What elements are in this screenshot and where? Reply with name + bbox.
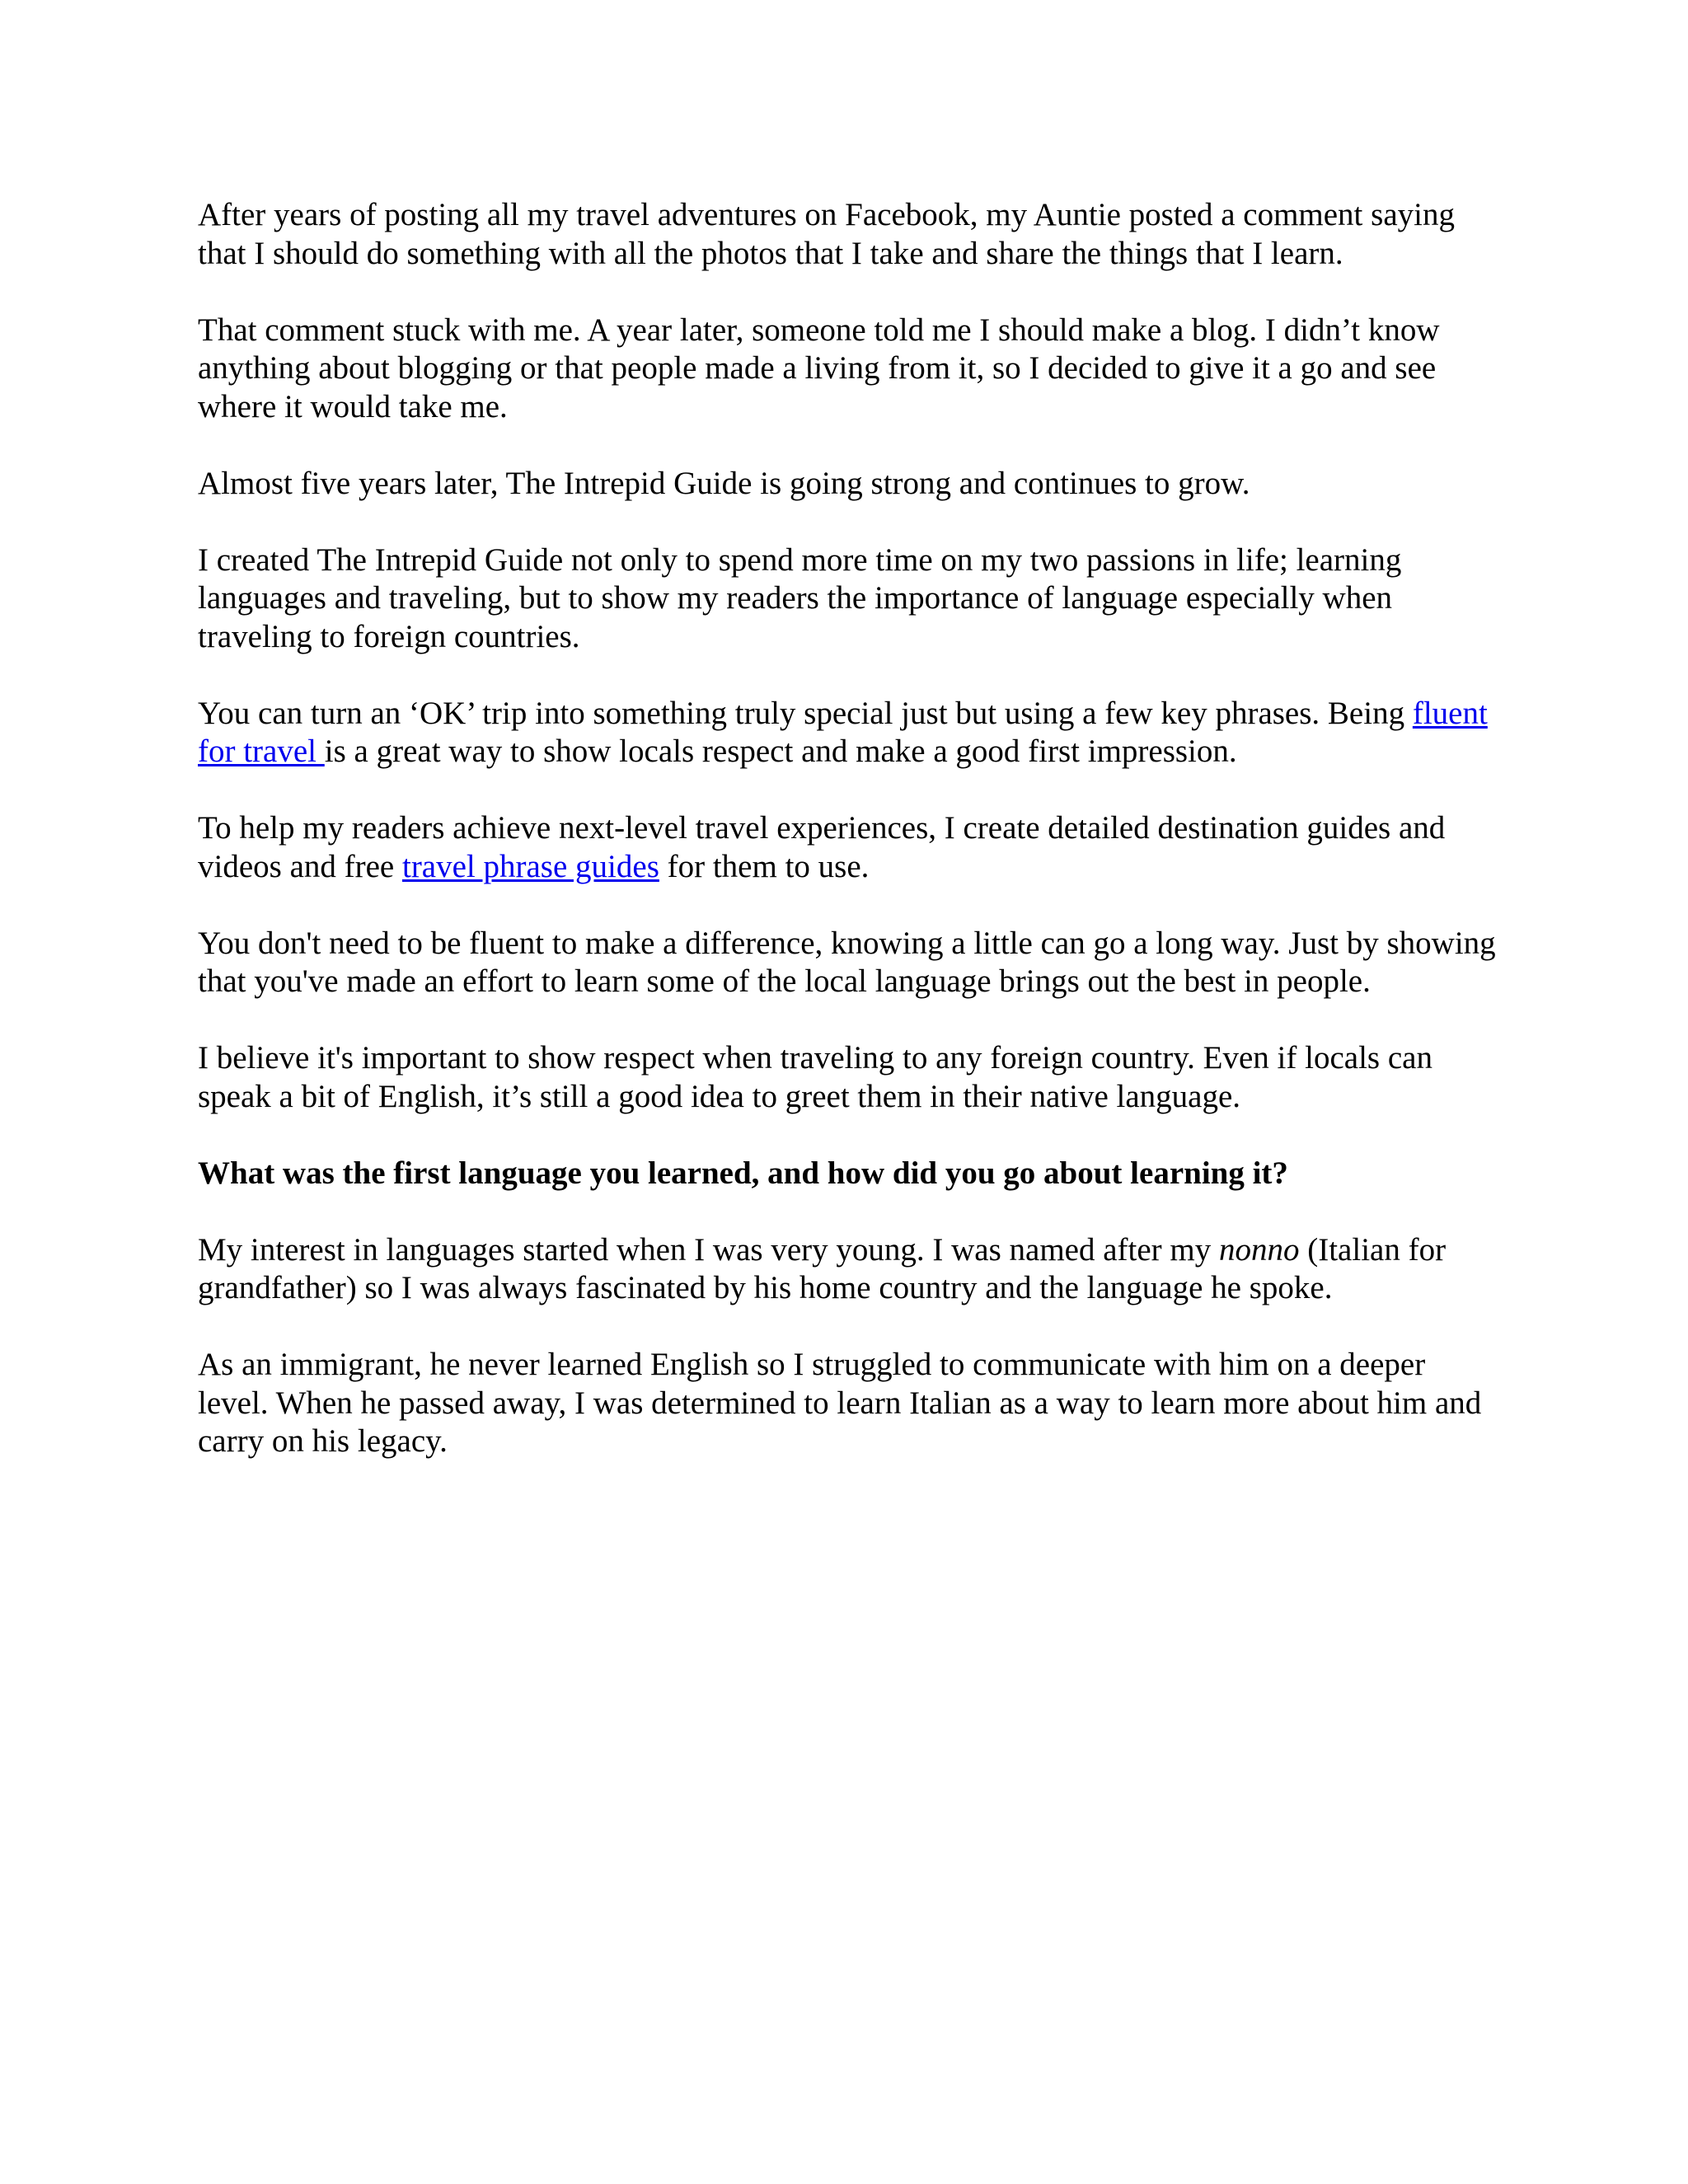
paragraph-key-phrases-text-before: You can turn an ‘OK’ trip into something truly special just but using a few key phrases. Being bbox=[198, 695, 1413, 731]
document-body bbox=[198, 196, 1500, 1499]
paragraph-passions: I created The Intrepid Guide not only to spend more time on my two passions in life; learning languages and traveling, but to show my readers the importance of language especially when traveling to foreign countries. bbox=[198, 541, 1402, 654]
paragraph-five-years: Almost five years later, The Intrepid Guide is going strong and continues to grow. bbox=[198, 465, 1250, 501]
paragraph-fluency: You don't need to be fluent to make a difference, knowing a little can go a long way. Just by showing that you've made an effort to learn some of the local language brings out the best in people. bbox=[198, 925, 1496, 999]
paragraph-destination-guides-text-after: for them to use. bbox=[659, 848, 870, 884]
paragraph-nonno-text-before: My interest in languages started when I was very young. I was named after my bbox=[198, 1231, 1219, 1268]
nonno-italic-word: nonno bbox=[1218, 1231, 1300, 1268]
paragraph-nonno-text-after: (Italian for grandfather) so I was always fascinated by his home country and the language he spoke. bbox=[198, 1231, 1447, 1305]
paragraph-key-phrases-text-after: is a great way to show locals respect and make a good first impression. bbox=[324, 733, 1237, 769]
paragraph-key-phrases bbox=[198, 695, 1500, 771]
paragraph-nonno bbox=[198, 1231, 1500, 1308]
paragraph-respect: I believe it's important to show respect when traveling to any foreign country. Even if locals can speak a bit of English, it’s still a good idea to greet them in their native language. bbox=[198, 1040, 1432, 1114]
paragraph-destination-guides bbox=[198, 809, 1500, 886]
fluent-for-travel-link[interactable]: fluent for travel bbox=[198, 695, 1488, 769]
question-heading: What was the first language you learned, and how did you go about learning it? bbox=[198, 1155, 1288, 1191]
paragraph-immigrant-legacy: As an immigrant, he never learned English so I struggled to communicate with him on a deeper level. When he passed away, I was determined to learn Italian as a way to learn more about him and carry on his legacy. bbox=[198, 1347, 1482, 1459]
paragraph-auntie-comment: After years of posting all my travel adventures on Facebook, my Auntie posted a comment saying that I should do something with all the photos that I take and share the things that I learn. bbox=[198, 197, 1455, 271]
paragraph-destination-guides-text-before: To help my readers achieve next-level travel experiences, I create detailed destination guides and videos and free bbox=[198, 810, 1446, 884]
travel-phrase-guides-link[interactable]: travel phrase guides bbox=[401, 848, 659, 884]
paragraph-blog-start: That comment stuck with me. A year later, someone told me I should make a blog. I didn’t know anything about blogging or that people made a living from it, so I decided to give it a go and see where it would take me. bbox=[198, 312, 1440, 424]
